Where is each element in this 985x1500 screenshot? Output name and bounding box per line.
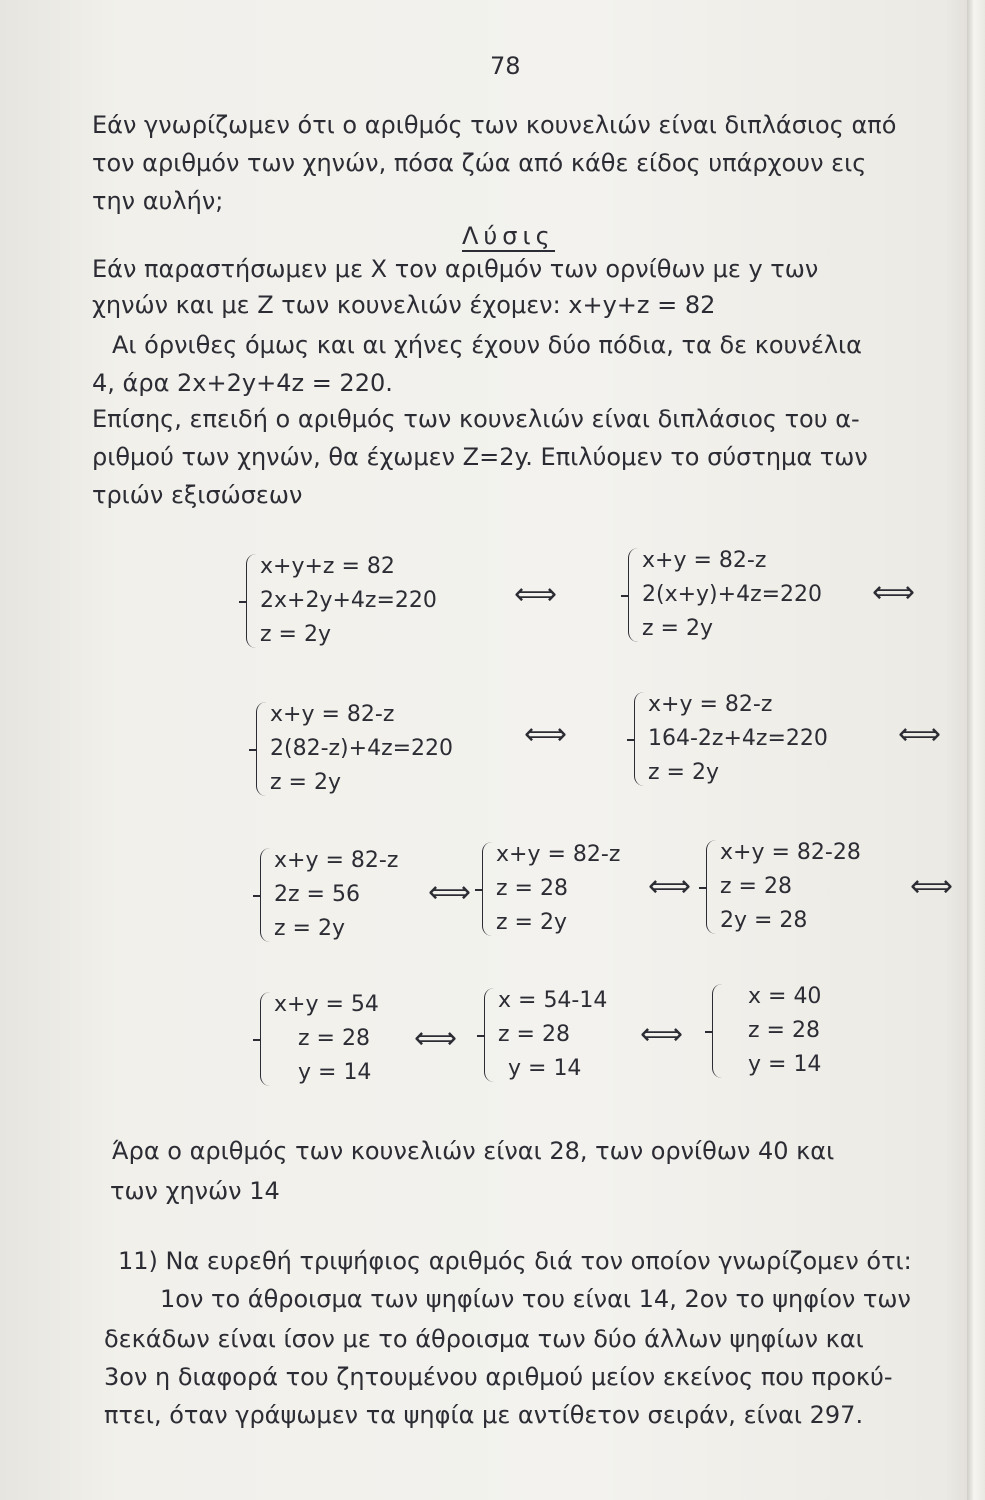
equivalence-arrow: ⟺ — [910, 869, 954, 904]
page-edge — [967, 0, 985, 1500]
problem-text-line: Εάν γνωρίζωμεν ότι ο αριθμός των κουνελιών είναι διπλάσιος από — [92, 111, 897, 139]
equation: x+y = 54 — [274, 992, 379, 1017]
equation: z = 2y — [496, 910, 567, 935]
equation: x = 54-14 — [498, 988, 608, 1013]
problem-11-line: δεκάδων είναι ίσον με το άθροισμα των δύο άλλων ψηφίων και — [104, 1325, 864, 1353]
solution-text-line: χηνών και με Z των κουνελιών έχομεν: x+y+z = 82 — [92, 291, 716, 319]
equation: x+y = 82-z — [642, 548, 767, 573]
equation: y = 14 — [508, 1056, 582, 1081]
equation: 164-2z+4z=220 — [648, 726, 828, 751]
equivalence-arrow: ⟺ — [898, 717, 942, 752]
system-brace — [246, 554, 259, 648]
equation: z = 2y — [270, 770, 341, 795]
solution-text-line: Αι όρνιθες όμως και αι χήνες έχουν δύο πόδια, τα δε κουνέλια — [112, 331, 862, 359]
solution-text-line: τριών εξισώσεων — [92, 481, 303, 509]
problem-11-line: 3ον η διαφορά του ζητουμένου αριθμού μείον εκείνος που προκύ- — [104, 1363, 893, 1391]
equivalence-arrow: ⟺ — [872, 575, 916, 610]
equation-system — [260, 988, 379, 1090]
equation-system — [484, 984, 607, 1086]
equivalence-arrow: ⟺ — [648, 869, 692, 904]
equation: x = 40 — [748, 984, 822, 1009]
equation-system — [706, 836, 861, 938]
system-brace — [712, 984, 725, 1078]
equation-system — [246, 550, 437, 652]
equivalence-arrow: ⟺ — [640, 1017, 684, 1052]
equivalence-arrow: ⟺ — [428, 875, 472, 910]
equation: z = 2y — [260, 622, 331, 647]
system-brace — [706, 840, 719, 934]
equation-system — [712, 980, 821, 1082]
solution-heading: Λύσις — [462, 222, 555, 250]
equation-system — [256, 698, 453, 800]
equation: z = 28 — [496, 876, 568, 901]
equation-system — [482, 838, 620, 940]
system-brace — [482, 842, 495, 936]
equation: z = 2y — [648, 760, 719, 785]
answer-text-line: των χηνών 14 — [110, 1177, 280, 1205]
system-brace — [260, 992, 273, 1086]
system-brace — [634, 692, 647, 786]
equation: 2y = 28 — [720, 908, 808, 933]
equation-system — [260, 844, 398, 946]
equation: z = 2y — [274, 916, 345, 941]
solution-text-line: Επίσης, επειδή ο αριθμός των κουνελιών είναι διπλάσιος του α- — [92, 405, 860, 433]
solution-text-line: ριθμού των χηνών, θα έχωμεν Z=2y. Επιλύομεν το σύστημα των — [92, 443, 868, 471]
page-number: 78 — [490, 52, 521, 80]
problem-text-line: την αυλήν; — [92, 187, 224, 215]
equation: z = 2y — [642, 616, 713, 641]
problem-11-line: 1ον το άθροισμα των ψηφίων του είναι 14, 2ον το ψηφίον των — [160, 1285, 911, 1313]
equation: x+y = 82-28 — [720, 840, 861, 865]
problem-11-line: 11) Να ευρεθή τριψήφιος αριθμός διά τον οποίον γνωρίζομεν ότι: — [118, 1247, 912, 1275]
equation: x+y = 82-z — [274, 848, 399, 873]
system-brace — [628, 548, 641, 642]
equation: x+y = 82-z — [496, 842, 621, 867]
equation: 2z = 56 — [274, 882, 360, 907]
equation: z = 28 — [748, 1018, 820, 1043]
equivalence-arrow: ⟺ — [524, 717, 568, 752]
equation: x+y+z = 82 — [260, 554, 395, 579]
system-brace — [484, 988, 497, 1082]
system-brace — [256, 702, 269, 796]
solution-text-line: 4, άρα 2x+2y+4z = 220. — [92, 369, 393, 397]
equivalence-arrow: ⟺ — [414, 1021, 458, 1056]
equation: z = 28 — [298, 1026, 370, 1051]
problem-text-line: τον αριθμόν των χηνών, πόσα ζώα από κάθε είδος υπάρχουν εις — [92, 149, 867, 177]
equation: z = 28 — [720, 874, 792, 899]
equation: y = 14 — [298, 1060, 372, 1085]
equation: x+y = 82-z — [648, 692, 773, 717]
equation: x+y = 82-z — [270, 702, 395, 727]
problem-11-line: πτει, όταν γράψωμεν τα ψηφία με αντίθετον σειράν, είναι 297. — [104, 1401, 864, 1429]
answer-text-line: Άρα ο αριθμός των κουνελιών είναι 28, των ορνίθων 40 και — [112, 1137, 835, 1165]
equivalence-arrow: ⟺ — [514, 577, 558, 612]
equation: y = 14 — [748, 1052, 822, 1077]
equation: 2(x+y)+4z=220 — [642, 582, 823, 607]
equation-system — [628, 544, 822, 646]
equation: z = 28 — [498, 1022, 570, 1047]
system-brace — [260, 848, 273, 942]
solution-text-line: Εάν παραστήσωμεν με X τον αριθμόν των ορνίθων με y των — [92, 255, 819, 283]
equation: 2x+2y+4z=220 — [260, 588, 437, 613]
equation-system — [634, 688, 828, 790]
equation: 2(82-z)+4z=220 — [270, 736, 454, 761]
